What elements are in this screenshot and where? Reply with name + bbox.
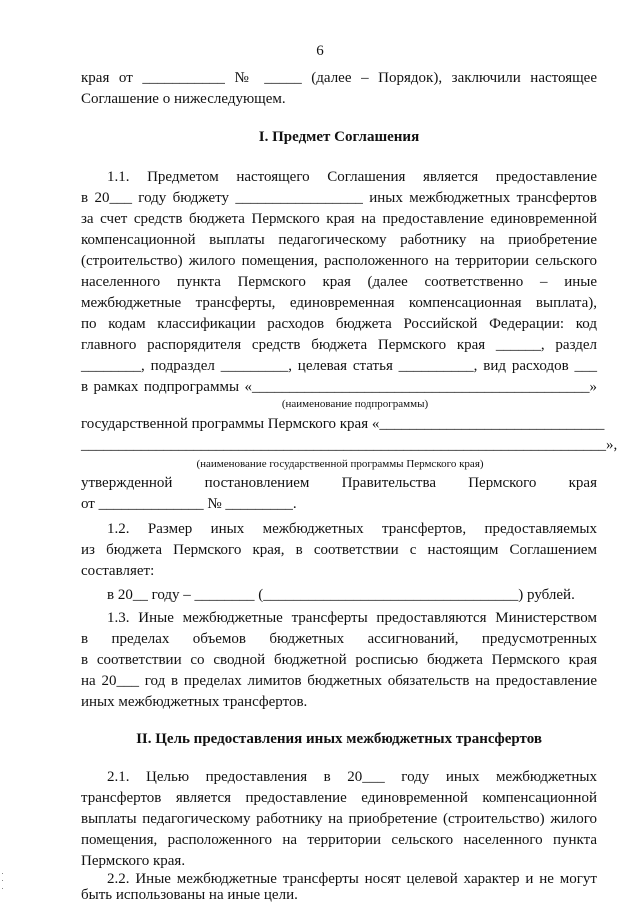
p11-line-10: ________, подраздел _________, целевая статья __________, вид расходов ___ xyxy=(81,358,597,374)
p11-line-8: по кодам классификации расходов бюджета Российской Федерации: код xyxy=(81,316,597,332)
section-2-title: II. Цель предоставления иных межбюджетных трансфертов xyxy=(136,731,542,747)
p22-line-2: быть использованы на иные цели. xyxy=(81,887,298,903)
p11-line-7: межбюджетные трансферты, единовременная компенсационная выплата), xyxy=(81,295,597,311)
p22-line-1: 2.2. Иные межбюджетные трансферты носят целевой характер и не могут xyxy=(107,871,597,887)
p21-line-1: 2.1. Целью предоставления в 20___ году иных межбюджетных xyxy=(107,769,597,785)
p13-line-3: в соответствии со сводной бюджетной росписью бюджета Пермского края xyxy=(81,652,597,668)
p11-line-5: (строительство) жилого помещения, расположенного на территории сельского xyxy=(81,253,597,269)
caption-state-program: (наименование государственной программы Пермского края) xyxy=(196,458,484,470)
p11-line-11: в рамках подпрограммы «_____________________________________________» xyxy=(81,379,597,395)
p13-line-5: иных межбюджетных трансфертов. xyxy=(81,694,308,710)
p21-line-3: выплаты педагогическому работнику на приобретение (строительство) жилого xyxy=(81,811,597,827)
p12-line-2: из бюджета Пермского края, в соответствии с настоящим Соглашением xyxy=(81,542,597,558)
from-line: от ______________ № _________. xyxy=(81,496,297,512)
intro-line-2: Соглашение о нижеследующем. xyxy=(81,91,286,107)
p11-line-3: за счет средств бюджета Пермского края на предоставление единовременной xyxy=(81,211,597,227)
p11-line-4: компенсационной выплаты педагогическому работнику на приобретение xyxy=(81,232,597,248)
p13-line-1: 1.3. Иные межбюджетные трансферты предоставляются Министерством xyxy=(107,610,597,626)
approved-line: утвержденной постановлением Правительства Пермского края xyxy=(81,475,597,491)
state-program-line: государственной программы Пермского края «______________________________ xyxy=(81,416,605,432)
scan-artifact xyxy=(2,873,3,874)
amount-line: в 20__ году – ________ (__________________________________) рублей. xyxy=(107,587,575,603)
page-number: 6 xyxy=(316,43,324,59)
p12-line-3: составляет: xyxy=(81,563,155,579)
scan-artifact xyxy=(2,888,3,889)
p11-line-2: в 20___ году бюджету _________________ иных межбюджетных трансфертов xyxy=(81,190,597,206)
p21-line-5: Пермского края. xyxy=(81,853,186,869)
p21-line-2: трансфертов является предоставление единовременной компенсационной xyxy=(81,790,597,806)
p12-line-1: 1.2. Размер иных межбюджетных трансфертов, предоставляемых xyxy=(107,521,597,537)
p21-line-4: помещения, расположенного на территории сельского населенного пункта xyxy=(81,832,597,848)
p11-line-9: главного распорядителя средств бюджета Пермского края ______, раздел xyxy=(81,337,597,353)
state-program-line-2: ______________________________________________________________________», xyxy=(81,437,618,453)
p11-line-6: населенного пункта Пермского края (далее соответственно – иные xyxy=(81,274,597,290)
p13-line-4: на 20___ год в пределах лимитов бюджетных обязательств на предоставление xyxy=(81,673,597,689)
caption-subprogram: (наименование подпрограммы) xyxy=(281,398,429,410)
intro-line-1: края от ___________ № _____ (далее – Порядок), заключили настоящее xyxy=(81,70,597,86)
p11-line-1: 1.1. Предметом настоящего Соглашения является предоставление xyxy=(107,169,597,185)
p13-line-2: в пределах объемов бюджетных ассигнований, предусмотренных xyxy=(81,631,597,647)
scan-artifact xyxy=(2,880,3,881)
section-1-title: I. Предмет Соглашения xyxy=(258,129,420,145)
